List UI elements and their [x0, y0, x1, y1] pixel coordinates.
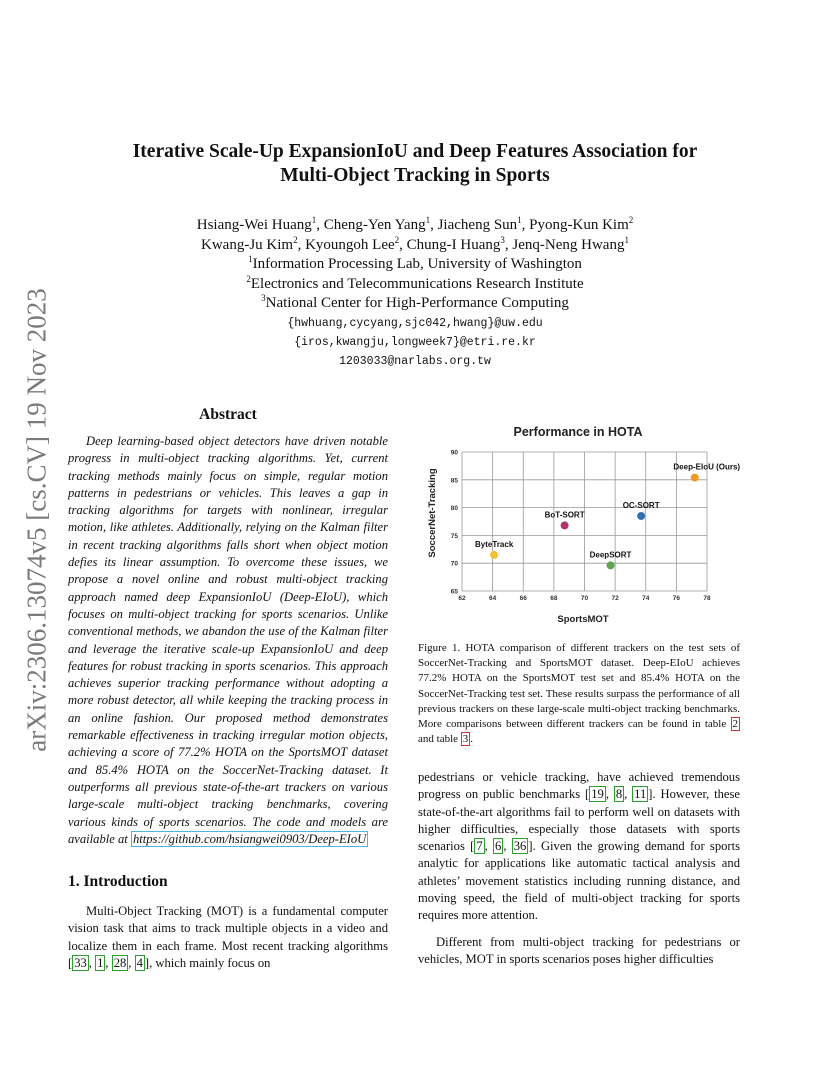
citation-link[interactable]: 7: [476, 839, 483, 854]
data-point: [490, 551, 498, 559]
author: Hsiang-Wei Huang: [196, 217, 312, 233]
author-sup: 1: [311, 215, 317, 225]
aff-sup: 3: [261, 293, 266, 303]
author: Kwang-Ju Kim: [201, 236, 294, 253]
y-tick-label: 65: [450, 588, 458, 596]
intro-tail: ], which mainly focus on: [144, 955, 271, 970]
affiliation-1: [100, 255, 730, 275]
figure-caption: [418, 641, 740, 747]
right-paragraph-2: Different from multi-object tracking for pedestrians or vehicles, MOT in sports scenarios poses higher difficulties: [418, 935, 740, 967]
author: Chung-I Huang: [406, 236, 501, 253]
hota-scatter-chart: [418, 418, 742, 630]
chart-points: [475, 463, 740, 570]
para-text: ]. However, these state-of-the-art algorithms fail to perform well on datasets with higher difficulties, especially those datasets with sports scenarios [: [418, 787, 741, 854]
abstract-body: Deep learning-based object detectors have driven notable progress in multi-object tracking algorithms. Yet, current tracking methods mainly focus on simple, regular motion patterns in pedestrians or vehicles. This leaves a gap in tracking algorithms for targets with nonlinear, irregular motion, like athletes. Additionally, relying on the Kalman filter in recent tracking algorithms falls short when object motion defies its linear assumption. To overcome these issues, we propose a novel online and robust multi-object tracking approach named deep ExpansionIoU (Deep-EIoU), which focuses on multi-object tracking for sports scenarios. Unlike conventional methods, we abandon the use of the Kalman filter and leverage the iterative scale-up ExpansionIoU and deep features for robust tracking in sports scenarios. This approach achieves superior tracking performance without adopting a more robust detector, all while keeping the tracking process in an online fashion. Our proposed method demonstrates remarkable effectiveness in tracking irregular motion objects, achieving a score of 77.2% HOTA on the SportsMOT dataset and 85.4% HOTA on the SoccerNet-Tracking dataset. It outperforms all previous state-of-the-art trackers on various large-scale multi-object tracking benchmarks, covering various kinds of sports scenarios. The code and models are available at: [68, 434, 388, 846]
author-sup: 2: [293, 234, 298, 245]
caption-end: .: [470, 733, 474, 746]
data-point: [607, 561, 615, 569]
code-link[interactable]: https://github.com/hsiangwei0903/Deep-EIoU: [132, 831, 367, 846]
caption-text: Figure 1. HOTA comparison of different trackers on the test sets of SoccerNet-Tracking and SportsMOT dataset. Deep-EIoU achieves 77.2% HOTA on the SportsMOT test set and 85.4% HOTA on the SoccerNet-Tracking test set. These results surpass the performance of all previous trackers on these large-scale multi-object tracking benchmarks. More comparisons between different trackers can be found in table: [418, 642, 740, 731]
x-tick-label: 74: [642, 595, 650, 602]
citation-link[interactable]: 4: [136, 955, 143, 970]
author-sup: 1: [624, 234, 629, 245]
para-text: ]. Given the growing demand for sports analytic for applications like automatic tactical analysis and athletes’ movement statistics including running distance, and moving speed, the field of multi-object tracking for sports requires more attention.: [418, 839, 741, 923]
author-line-2: Kwang-Ju Kim$^2$, Kyoungoh Lee$^2$, Chung-I Huang$^3$, Jenq-Neng Hwang$^1$: [201, 234, 629, 253]
y-axis-label: SoccerNet-Tracking: [427, 468, 438, 558]
data-point: [561, 521, 569, 529]
point-label: DeepSORT: [589, 550, 632, 560]
author: Cheng-Yen Yang: [323, 217, 426, 233]
data-point: [637, 512, 645, 520]
author-sup: 3: [500, 234, 505, 245]
author-sup: 2: [394, 234, 400, 245]
aff-sup: 2: [246, 273, 251, 284]
chart-ticks: [451, 450, 711, 603]
citation-link[interactable]: 8: [615, 787, 623, 802]
x-tick-label: 64: [489, 595, 497, 602]
x-tick-label: 66: [519, 595, 527, 602]
intro-paragraph: Multi-Object Tracking (MOT) is a fundamental computer vision task that aims to track multiple objects in a video and localize them in each frame. Most recent tracking algorithms [ 33 , 1 , 28 , 4 ], which mainly focus on: [68, 904, 388, 970]
citation-link[interactable]: 6: [495, 839, 502, 854]
affiliation-3: [100, 294, 730, 314]
arxiv-id: arXiv:2306.13074v5 [cs.CV] 19 Nov 2023: [21, 288, 52, 752]
caption-mid: and table: [418, 733, 461, 746]
table-ref-link[interactable]: 3: [462, 733, 469, 746]
email-2: {iros,kwangju,longweek7}@etri.re.kr: [294, 335, 536, 349]
email-1: {hwhuang,cycyang,sjc042,hwang}@uw.edu: [287, 316, 543, 330]
y-tick-label: 70: [450, 560, 458, 568]
x-tick-label: 78: [703, 595, 711, 602]
author: Jenq-Neng Hwang: [512, 236, 625, 253]
abstract-heading: Abstract: [199, 406, 257, 423]
author: Jiacheng Sun: [437, 217, 518, 233]
citation-link[interactable]: 11: [634, 787, 647, 802]
author-line-1: Hsiang-Wei Huang$^1$, Cheng-Yen Yang$^1$, Jiacheng Sun$^1$, Pyong-Kun Kim$^2$: [196, 215, 634, 233]
y-tick-label: 90: [450, 449, 458, 457]
author-sup: 1: [517, 215, 522, 225]
citation-link[interactable]: 19: [591, 787, 604, 802]
author: Pyong-Kun Kim: [529, 217, 629, 233]
point-label: Deep-EIoU (Ours): [673, 462, 741, 472]
right-paragraph-1: pedestrians or vehicle tracking, have achieved tremendous progress on public benchmarks [ 19 , 8 , 11 ]. However, these state-of-the-art algorithms fail to perform well on datasets with higher difficulties, especially those datasets with sports scenarios [ 7 , 6 , 36 ]. Given the growing demand for sports analytic for applications like automatic tactical analysis and athletes’ movement statistics including running distance, and moving speed, the field of multi-object tracking for sports requires more attention.: [418, 770, 741, 923]
x-tick-label: 70: [580, 595, 589, 602]
para-text: pedestrians or vehicle tracking, have achieved tremendous progress on public benchmarks [: [418, 770, 740, 802]
title-line-2: Multi-Object Tracking in Sports: [280, 165, 550, 186]
x-tick-label: 76: [672, 595, 680, 602]
author: Kyoungoh Lee: [305, 236, 395, 253]
author-sup: 1: [425, 215, 431, 225]
data-point: [691, 474, 699, 482]
affiliation-2: [100, 275, 730, 295]
aff-sup: 1: [248, 254, 253, 264]
x-tick-label: 62: [458, 595, 466, 602]
arxiv-sidebar: [22, 280, 52, 760]
author-sup: 2: [628, 215, 634, 225]
x-axis-label: SportsMOT: [557, 614, 609, 625]
paper-title: [100, 140, 730, 188]
email-3: 1203033@narlabs.org.tw: [339, 354, 491, 368]
intro-body: Multi-Object Tracking (MOT) is a fundamental computer vision task that aims to track multiple objects in a video and localize them in each frame. Most recent tracking algorithms [: [68, 904, 388, 970]
x-tick-label: 68: [550, 595, 558, 602]
aff-text: National Center for High-Performance Computing: [265, 295, 569, 311]
y-tick-label: 75: [450, 532, 458, 540]
point-label: BoT-SORT: [544, 510, 585, 520]
y-tick-label: 80: [450, 505, 458, 513]
citation-link[interactable]: 33: [74, 955, 87, 970]
chart-title: Performance in HOTA: [513, 425, 643, 439]
aff-text: Information Processing Lab, University of Washington: [252, 256, 582, 272]
author-block: [100, 216, 730, 371]
citation-link[interactable]: 1: [97, 955, 104, 970]
table-ref-link[interactable]: 2: [732, 718, 739, 731]
x-tick-label: 72: [611, 595, 619, 602]
point-label: ByteTrack: [475, 539, 514, 549]
title-line-1: Iterative Scale-Up ExpansionIoU and Deep Features Association for: [132, 141, 698, 162]
y-tick-label: 85: [450, 477, 458, 485]
aff-text: Electronics and Telecommunications Research Institute: [250, 275, 584, 292]
abstract-text: [68, 433, 388, 848]
section-heading-introduction: 1. Introduction: [68, 873, 168, 890]
citation-link[interactable]: 28: [113, 955, 127, 970]
citation-link[interactable]: 36: [513, 839, 527, 854]
point-label: OC-SORT: [622, 500, 660, 510]
chart-grid: [462, 452, 707, 591]
